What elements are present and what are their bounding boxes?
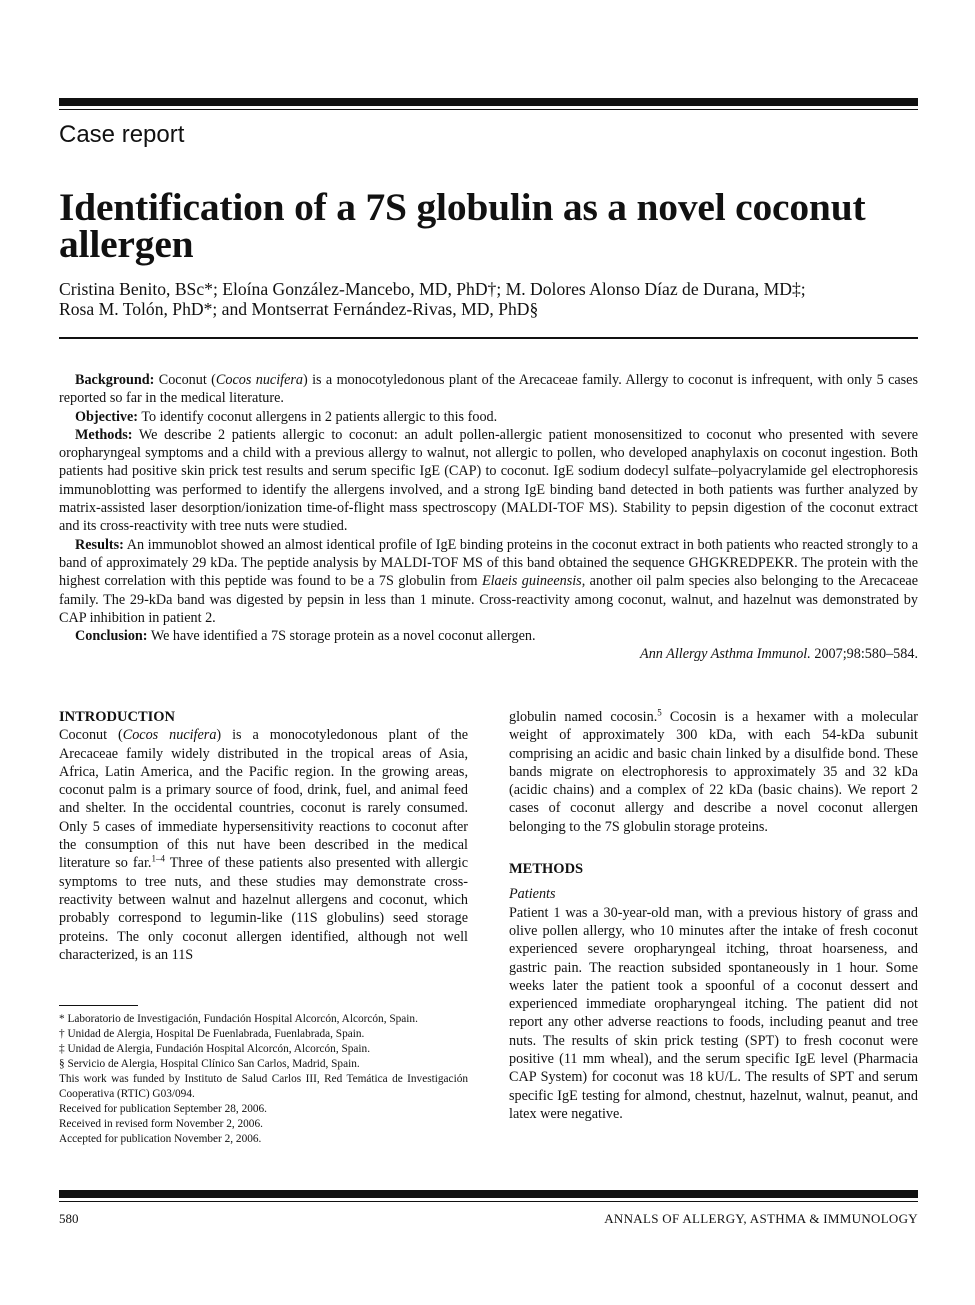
conclusion-text: We have identified a 7S storage protein as a novel coconut allergen. (150, 628, 536, 645)
reference-5: 5 (657, 707, 662, 718)
author-list (59, 279, 929, 319)
background-species: Cocos nucifera (215, 372, 304, 388)
conclusion-label: Conclusion: (75, 628, 148, 645)
abstract-results (59, 536, 918, 627)
page-number: 580 (59, 1211, 79, 1226)
footnote-affil-4: § Servicio de Alergia, Hospital Clínico San Carlos, Madrid, Spain. (59, 1058, 360, 1070)
footnotes (59, 1012, 468, 1147)
intro-text2-continued: globulin named cocosin. (509, 709, 658, 725)
intro-pre: Coconut ( (59, 727, 123, 744)
footnote-accepted: Accepted for publication November 2, 2006. (59, 1133, 262, 1145)
introduction-heading: INTRODUCTION (59, 709, 176, 725)
abstract-background (59, 371, 918, 408)
footnote-affil-1: * Laboratorio de Investigación, Fundación Hospital Alcorcón, Alcorcón, Spain. (59, 1013, 418, 1025)
results-label: Results: (75, 536, 124, 553)
citation-ref: 2007;98:580–584. (810, 646, 918, 663)
methods-text: We describe 2 patients allergic to coconut: an adult pollen-allergic patient monosensitized to coconut who presented with severe oropharyngeal symptoms and a child with a previous allergy to walnut, not allergic to pollen, who developed anaphylaxis on coconut ingestion. Both patients had positive skin prick test results and serum specific IgE (CAP) to coconut. IgE sodium dodecyl sulfate–polyacrylamide gel electrophoresis immunoblotting was performed to identify the allergens involved, and a strong IgE binding band detected in both patients was further analyzed by matrix-assisted laser desorption/ionization time-of-flight mass spectroscopy (MALDI-TOF MS). Stability to pepsin digestion of the coconut extract and its cross-reactivity with tree nuts were studied. (59, 426, 918, 535)
author-line-2: Rosa M. Tolón, PhD*; and Montserrat Fernández-Rivas, MD, PhD§ (59, 299, 539, 319)
background-pre: Coconut ( (158, 372, 216, 388)
results-pre: An immunoblot showed an almost identical profile of IgE binding proteins in the coconut extract in both patients who reacted strongly to a band of approximately 29 kDa. The peptide analysis by MALDI-TOF MS of this band obtained the sequence GHGKREDPEKR. The protein with the highest correlation with this peptide was found to be a 7S globulin from (59, 536, 918, 590)
patients-subheading: Patients (509, 886, 556, 903)
intro-species: Cocos nucifera (122, 727, 217, 744)
column-left (59, 708, 468, 964)
abstract-methods (59, 426, 918, 536)
methods-patients-text: Patient 1 was a 30-year-old man, with a previous history of grass and olive pollen allergy, who 10 minutes after the intake of fresh coconut experienced severe oropharyngeal itching, throat hoarseness, and gastric pain. The reaction subsided spontaneously in 1 hour. Some weeks later the patient took a spoonful of a coconut dessert and experienced immediate oropharyngeal itching. The patient did not report any other adverse reactions to foods, including peanut and tree nuts. The results of skin prick testing (SPT) to fresh coconut were positive (11 mm wheal), and the serum specific IgE level (Pharmacia CAP System) for coconut was 18 kU/L. The results of SPT and serum specific IgE testing for almond, chestnut, hazelnut, walnut, peanut, and latex were negative. (509, 904, 918, 1122)
background-post: ) is a monocotyledonous plant of the Arecaceae family. Allergy to coconut is infrequent, with only 5 cases reported so far in the medical literature. (59, 372, 919, 407)
article-title: Identification of a 7S globulin as a novel coconut allergen (59, 185, 866, 266)
spacer (509, 836, 918, 860)
background-label: Background: (75, 372, 155, 388)
intro-text3: Cocosin is a hexamer with a molecular weight of approximately 300 kDa, with each 54-kDa subunit comprising an acidic and basic chain linked by a disulfide bond. These bands migrate on electrophoresis to approximately 35 and 32 kDa (acidic chains) and a complex of 22 kDa (basic chains). We report 2 cases of coconut allergy and describe a novel coconut allergen belonging to the 7S globulin storage proteins. (509, 709, 918, 835)
abstract-conclusion (59, 627, 918, 645)
methods-label: Methods: (75, 426, 133, 443)
reference-1-4: 1–4 (151, 853, 165, 864)
objective-label: Objective: (75, 408, 139, 425)
bottom-rule-thin (59, 1201, 918, 1202)
results-species: Elaeis guineensis (481, 573, 582, 590)
methods-heading: METHODS (509, 861, 584, 878)
column-right (509, 708, 918, 1123)
abstract-objective (59, 408, 918, 426)
footnote-funding: This work was funded by Instituto de Salud Carlos III, Red Temática de Investigación Cooperativa (RTIC) G03/094. (59, 1073, 468, 1100)
footnote-affil-2: † Unidad de Alergia, Hospital De Fuenlabrada, Fuenlabrada, Spain. (59, 1028, 365, 1040)
journal-name: ANNALS OF ALLERGY, ASTHMA & IMMUNOLOGY (604, 1211, 918, 1226)
objective-text: To identify coconut allergens in 2 patients allergic to this food. (141, 408, 498, 425)
footnote-rule (59, 1005, 138, 1006)
bottom-rule-thick (59, 1190, 918, 1198)
citation-journal: Ann Allergy Asthma Immunol. (640, 646, 811, 663)
header-rule (59, 337, 918, 339)
results-post: , another oil palm species also belonging to the Arecaceae family. The 29-kDa band was digested by pepsin in less than 1 minute. Cross-reactivity among coconut, walnut, and hazelnut was demonstrated by CAP inhibition in patient 2. (59, 573, 918, 626)
footnote-affil-3: ‡ Unidad de Alergia, Fundación Hospital Alcorcón, Alcorcón, Spain. (59, 1043, 371, 1055)
citation (59, 645, 918, 663)
intro-text1: ) is a monocotyledonous plant of the Arecaceae family widely distributed in the tropical areas of Asia, Africa, Latin America, and the Pacific region. In the growing areas, coconut palm is a primary source of food, drink, fuel, and animal feed and shelter. In the occidental countries, coconut is rarely consumed. Only 5 cases of immediate hypersensitivity reactions to coconut after the consumption of this nut have been described in the medical literature so far. (59, 727, 468, 872)
intro-text2: Three of these patients also presented with allergic symptoms to tree nuts, and these studies may demonstrate cross-reactivity between walnut and hazelnut allergens and coconut, which probably correspond to legumin-like (11S globulins) seed storage proteins. The only coconut allergen identified, although not well characterized, is an 11S (59, 855, 468, 963)
top-rule-thin (59, 109, 918, 110)
top-rule-thick (59, 98, 918, 106)
author-line-1: Cristina Benito, BSc*; Eloína González-Mancebo, MD, PhD†; M. Dolores Alonso Díaz de Durana, MD‡; (59, 279, 806, 299)
introduction-paragraph-part1 (59, 726, 468, 964)
footnote-revised: Received in revised form November 2, 2006. (59, 1118, 263, 1130)
section-label: Case report (59, 121, 185, 148)
introduction-paragraph-part2 (509, 708, 918, 836)
footnote-received: Received for publication September 28, 2006. (59, 1103, 267, 1115)
abstract (59, 371, 918, 664)
